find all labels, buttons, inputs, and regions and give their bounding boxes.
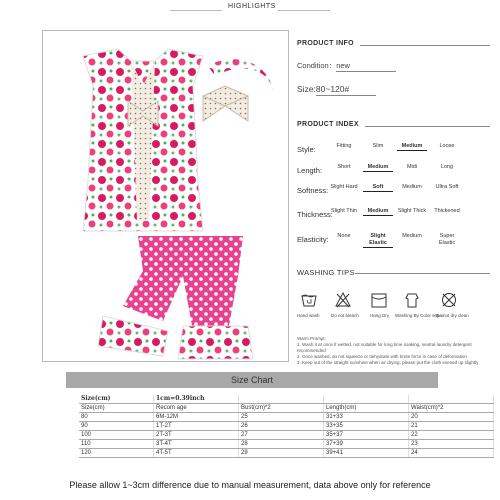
index-option: None <box>337 233 351 239</box>
index-option: Slight Hard <box>330 184 358 190</box>
hang-dry-icon <box>370 291 388 309</box>
washing-tips-heading: WASHING TIPS <box>297 268 355 277</box>
size-chart-cell: 80 <box>79 413 154 422</box>
care-label-no-dry-clean: Do not dry clean <box>436 313 469 318</box>
care-label-hand-wash: Hand wash <box>297 313 320 318</box>
size-chart-cell: 1cm=0.39inch <box>154 395 239 404</box>
no-bleach-icon <box>334 291 352 309</box>
index-option: Fitting <box>336 143 352 149</box>
size-chart-cell: 6M-12M <box>154 413 239 422</box>
index-option: Medium <box>402 184 422 190</box>
index-option: Medium <box>397 143 427 151</box>
care-label-wash-by-color: Washing By Color separ <box>395 313 444 318</box>
size-chart-cell <box>324 395 409 404</box>
highlights-rule-right <box>278 10 330 11</box>
index-option: Medium <box>363 208 393 216</box>
index-option: Soft <box>363 184 393 192</box>
size-chart-cell: 27 <box>239 431 324 440</box>
size-chart-cell: 3T-4T <box>154 440 239 449</box>
size-chart-cell: 24 <box>409 449 494 458</box>
index-option: Slight Thick <box>397 208 427 214</box>
wash-by-color-icon <box>403 291 421 309</box>
highlights-rule-left <box>170 10 222 11</box>
index-option: Ultra Soft <box>435 184 459 190</box>
product-info-heading: PRODUCT INFO <box>297 40 354 47</box>
size-chart-row <box>79 431 494 440</box>
size-chart-cell <box>409 395 494 404</box>
index-option: Long <box>440 164 454 170</box>
condition-label: Condition： <box>297 61 337 70</box>
warm-prompt-line: 3. Keep out of the straight sunshine when air drying, please put the cloth evened up slightly <box>297 360 479 365</box>
measurement-footnote: Please allow 1~3cm difference due to manual measurement, data above only for reference <box>69 480 431 490</box>
size-value: 80~120# <box>316 84 376 96</box>
no-dry-clean-icon <box>440 291 458 309</box>
condition-value: new <box>336 61 396 72</box>
size-label: Size: <box>297 84 316 94</box>
size-chart-cell: 2T-3T <box>154 431 239 440</box>
product-photo <box>42 30 289 362</box>
warm-prompt-line: 2. Once washed, do not squeeze or dehydrate with brute force in case of deformation <box>297 354 467 359</box>
index-option: Loose <box>439 143 455 149</box>
size-chart-row <box>79 422 494 431</box>
size-chart-cell: 31+33 <box>324 413 409 422</box>
index-option: Midi <box>406 164 418 170</box>
size-chart-cell: 110 <box>79 440 154 449</box>
index-option: Medium <box>402 233 422 239</box>
size-chart-cell: 26 <box>239 422 324 431</box>
size-chart-cell: 25 <box>239 413 324 422</box>
size-chart-cell: Length(cm) <box>324 404 409 413</box>
size-chart-cell: 100 <box>79 431 154 440</box>
size-chart-cell: 1T-2T <box>154 422 239 431</box>
index-label: Elasticity: <box>297 235 329 244</box>
index-option: Short <box>337 164 351 170</box>
size-chart-cell: Waist(cm)*2 <box>409 404 494 413</box>
warm-prompt-title: Warm Prompt: <box>297 336 326 341</box>
index-label: Softness: <box>297 186 329 195</box>
index-option: Slim <box>372 143 384 149</box>
index-option: Medium <box>363 164 393 172</box>
size-chart-cell: 4T-5T <box>154 449 239 458</box>
product-index-heading: PRODUCT INDEX <box>297 121 359 128</box>
size-chart-cell: Bust(cm)*2 <box>239 404 324 413</box>
size-chart-cell <box>239 395 324 404</box>
washing-tips-rule <box>355 273 490 274</box>
size-chart-row <box>79 440 494 449</box>
size-chart-cell: 33+35 <box>324 422 409 431</box>
care-label-hang-dry: Hang Dry <box>370 313 390 318</box>
product-index-rule <box>365 126 490 127</box>
index-label: Thickness: <box>297 210 333 219</box>
outfit-illustration <box>43 31 288 361</box>
size-chart-row <box>79 449 494 458</box>
size-chart-cell: Recom age <box>154 404 239 413</box>
size-chart-title: Size Chart <box>230 375 274 385</box>
size-chart-cell: 39+41 <box>324 449 409 458</box>
condition-row <box>297 60 396 72</box>
hand-wash-icon <box>300 291 318 309</box>
size-chart-cell: 29 <box>239 449 324 458</box>
size-chart-cell: 20 <box>409 413 494 422</box>
warm-prompt-line: 1. Wash it at once if wetted, not suitable for long time soaking, neutral laundry detergent recommended <box>297 342 472 353</box>
size-chart-cell: 37+39 <box>324 440 409 449</box>
size-chart-table <box>79 395 494 458</box>
product-info-rule <box>360 45 490 46</box>
size-chart-cell: 22 <box>409 431 494 440</box>
size-chart-cell: Size(cm) <box>79 404 154 413</box>
size-chart-header-row <box>79 395 494 404</box>
size-chart-cell: Size(cm) <box>79 395 154 404</box>
size-chart-cell: 21 <box>409 422 494 431</box>
size-chart-row <box>79 413 494 422</box>
index-label: Style: <box>297 145 316 154</box>
size-chart-banner <box>66 372 438 388</box>
index-option: Slight Thin <box>331 208 357 214</box>
index-option: Thickened <box>434 208 460 214</box>
warm-prompt <box>297 336 500 366</box>
index-label: Length: <box>297 166 323 175</box>
highlights-title: HIGHLIGHTS <box>228 3 276 10</box>
care-label-no-bleach: Do not bleach <box>331 313 359 318</box>
size-row <box>297 84 376 96</box>
size-chart-column-row <box>79 404 494 413</box>
size-chart-cell: 90 <box>79 422 154 431</box>
index-option: Super Elastic <box>438 233 456 246</box>
size-chart-cell: 120 <box>79 449 154 458</box>
index-option: Slight Elastic <box>363 233 393 248</box>
size-chart-cell: 35+37 <box>324 431 409 440</box>
size-chart-cell: 28 <box>239 440 324 449</box>
size-chart-cell: 23 <box>409 440 494 449</box>
